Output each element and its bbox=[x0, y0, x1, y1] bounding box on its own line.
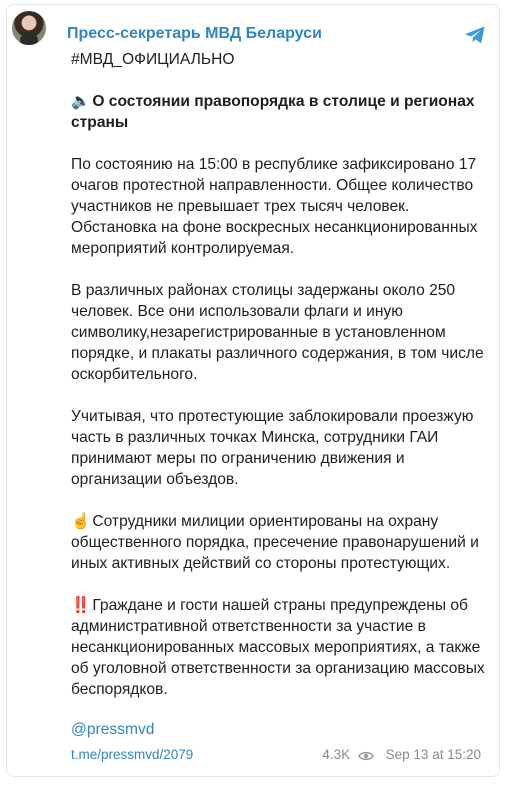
speaker-icon: 🔈 bbox=[71, 93, 91, 110]
channel-avatar[interactable] bbox=[12, 11, 46, 45]
post-paragraph: Учитывая, что протестующие заблокировали проезжую часть в различных точках Минска, сотрудники ГАИ принимают меры по ограничению движения и организации объездов. bbox=[71, 408, 474, 488]
post-date[interactable]: Sep 13 at 15:20 bbox=[385, 747, 481, 762]
post-warning bbox=[71, 595, 485, 700]
post-heading-text: О состоянии правопорядка в столице и регионах страны bbox=[71, 93, 475, 131]
post-point bbox=[71, 511, 485, 574]
post-header bbox=[67, 23, 489, 49]
post-body bbox=[71, 49, 485, 721]
double-exclamation-icon: ‼️ bbox=[71, 597, 91, 614]
post-heading bbox=[71, 91, 485, 133]
channel-name-link[interactable]: Пресс-секретарь МВД Беларуси bbox=[67, 25, 322, 42]
pointing-finger-icon: ☝️ bbox=[71, 513, 91, 530]
post-card bbox=[6, 4, 500, 777]
channel-handle-link[interactable]: @pressmvd bbox=[71, 721, 155, 738]
post-point-text: Сотрудники милиции ориентированы на охрану общественного порядка, пресечение правонарушений и иных активных действий со стороны протестующих. bbox=[71, 513, 479, 572]
post-hashtag[interactable]: #МВД_ОФИЦИАЛЬНО bbox=[71, 51, 235, 68]
post-warning-text: Граждане и гости нашей страны предупреждены об административной ответственности за участие в несанкционированных массовых мероприятиях, а также об уголовной ответственности за организацию массовых беспорядков. bbox=[71, 597, 485, 698]
telegram-icon[interactable] bbox=[463, 23, 487, 47]
eye-icon bbox=[358, 750, 374, 762]
post-paragraph: По состоянию на 15:00 в республике зафиксировано 17 очагов протестной направленности. Общее количество участников не превышает трех тысяч человек. Обстановка на фоне воскресных несанкционированных мероприятий контролируемая. bbox=[71, 156, 478, 257]
post-permalink[interactable]: t.me/pressmvd/2079 bbox=[71, 747, 194, 762]
post-paragraph: В различных районах столицы задержаны около 250 человек. Все они использовали флаги и иную символику,незарегистрированные в установленном порядке, и плакаты различного содержания, в том числе оскорбительного. bbox=[71, 282, 484, 383]
post-footer bbox=[71, 747, 485, 767]
post-meta bbox=[322, 747, 481, 762]
view-count: 4.3K bbox=[322, 747, 351, 762]
